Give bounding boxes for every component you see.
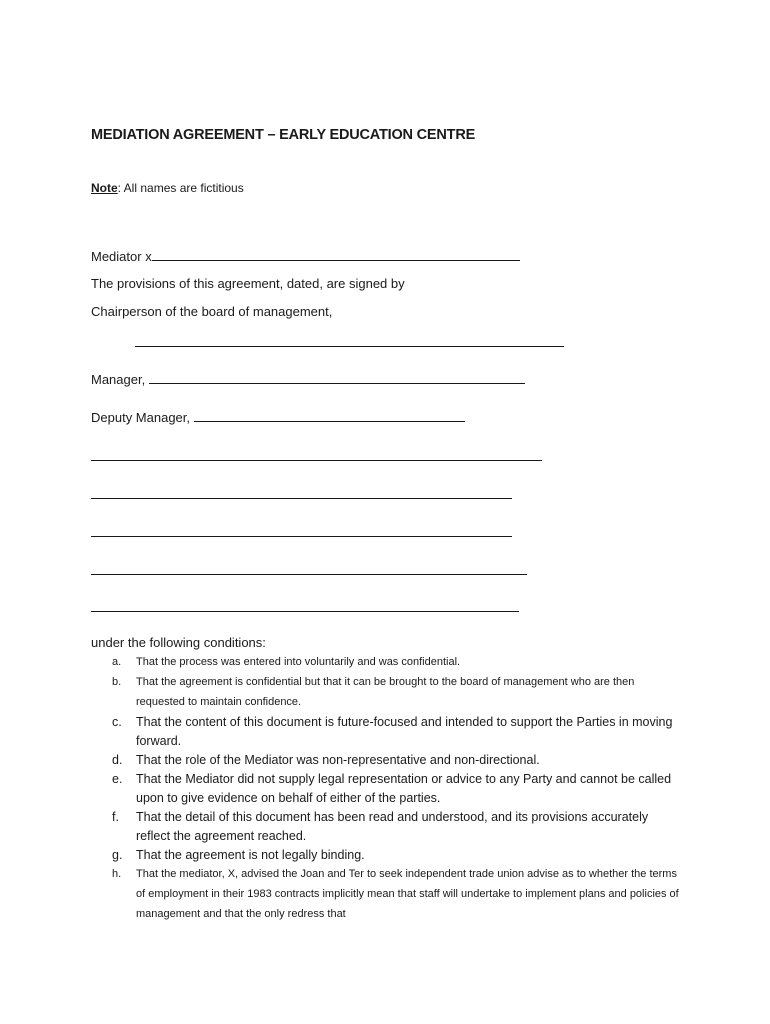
note-text: : All names are fictitious	[117, 181, 244, 195]
signature-line-2[interactable]	[91, 498, 512, 499]
condition-text: That the agreement is confidential but that it can be brought to the board of management who are then requested to maintain confidence.	[136, 676, 635, 708]
deputy-manager-field	[91, 409, 465, 425]
note-label: Note	[91, 181, 118, 195]
condition-text: That the mediator, X, advised the Joan and Ter to seek independent trade union advise as to whether the terms of employment in their 1983 contracts implicitly mean that staff will undertake to implement plans and policies of management and that the only redress that	[136, 868, 679, 920]
note	[91, 181, 244, 195]
deputy-manager-label: Deputy Manager,	[91, 410, 194, 425]
condition-text: That the process was entered into voluntarily and was confidential.	[136, 656, 461, 668]
mediator-signature-line[interactable]	[152, 248, 520, 261]
condition-item	[112, 864, 681, 924]
condition-marker: h.	[112, 868, 122, 880]
condition-marker: f.	[112, 810, 119, 824]
condition-marker: a.	[112, 656, 122, 668]
condition-item	[112, 846, 681, 865]
chairperson-signature-line[interactable]	[135, 346, 564, 347]
manager-field	[91, 371, 525, 387]
condition-marker: e.	[112, 772, 123, 786]
provisions-text: The provisions of this agreement, dated, are signed by	[91, 276, 405, 291]
condition-text: That the content of this document is future-focused and intended to support the Parties in moving forward.	[136, 715, 673, 748]
condition-marker: g.	[112, 848, 123, 862]
mediator-field	[91, 248, 520, 264]
condition-marker: b.	[112, 676, 122, 688]
condition-item	[112, 808, 681, 846]
chairperson-label: Chairperson of the board of management,	[91, 304, 333, 319]
mediator-label: Mediator x	[91, 249, 152, 264]
condition-item	[112, 770, 681, 808]
condition-text: That the Mediator did not supply legal representation or advice to any Party and cannot be called upon to give evidence on behalf of either of the parties.	[136, 772, 672, 805]
document-title: MEDIATION AGREEMENT – EARLY EDUCATION CENTRE	[91, 127, 476, 143]
signature-line-5[interactable]	[91, 611, 519, 612]
manager-signature-line[interactable]	[149, 371, 525, 384]
signature-line-3[interactable]	[91, 536, 512, 537]
condition-text: That the role of the Mediator was non-representative and non-directional.	[136, 753, 540, 767]
condition-item	[112, 672, 681, 712]
conditions-intro: under the following conditions:	[91, 635, 266, 650]
condition-marker: d.	[112, 753, 123, 767]
condition-text: That the detail of this document has been read and understood, and its provisions accurately reflect the agreement reached.	[136, 810, 649, 843]
condition-text: That the agreement is not legally binding.	[136, 848, 365, 862]
signature-line-1[interactable]	[91, 460, 542, 461]
condition-item	[112, 751, 681, 770]
condition-marker: c.	[112, 715, 122, 729]
deputy-manager-signature-line[interactable]	[194, 409, 465, 422]
condition-item	[112, 652, 681, 672]
signature-line-4[interactable]	[91, 574, 527, 575]
manager-label: Manager,	[91, 372, 149, 387]
condition-item	[112, 713, 681, 751]
